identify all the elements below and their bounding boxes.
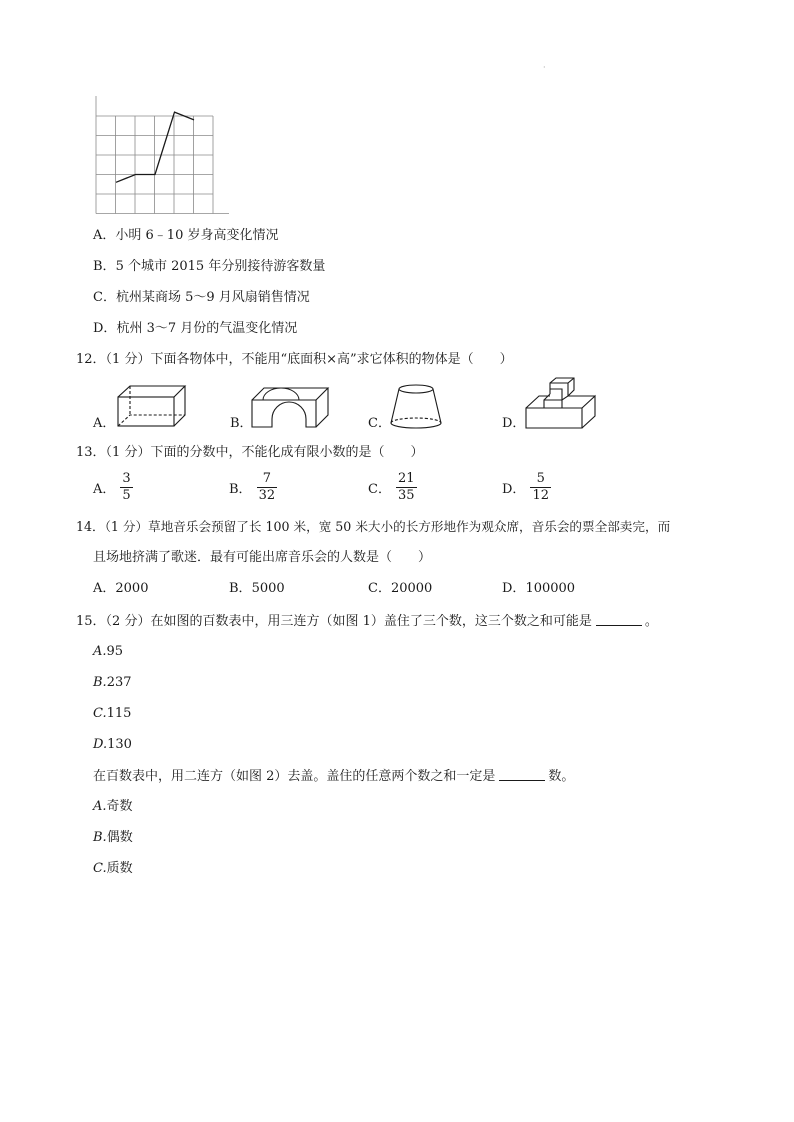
option-text: 杭州某商场 5～9 月风扇销售情况 bbox=[115, 290, 310, 305]
q15-stem-text: 15．（2 分）在如图的百数表中，用三连方（如图 1）盖住了三个数，这三个数之和可能是 bbox=[76, 614, 592, 629]
numerator: 3 bbox=[122, 471, 131, 486]
option-label: C． bbox=[368, 581, 391, 596]
q14-stem-line1: 14．（1 分）草地音乐会预留了长 100 米，宽 50 米大小的长方形地作为观众席，音乐会的票全部卖完，而 bbox=[76, 519, 671, 534]
option-label: B. bbox=[93, 830, 107, 845]
q11-option-b bbox=[93, 259, 325, 275]
q13-option-c bbox=[368, 472, 417, 503]
option-label: D． bbox=[93, 321, 117, 336]
q13-option-a bbox=[93, 472, 133, 503]
option-label: C. bbox=[93, 706, 107, 721]
q15-stem bbox=[76, 613, 658, 630]
option-text: 130 bbox=[107, 737, 132, 752]
option-label: D. bbox=[93, 737, 108, 752]
q12-option-c-label: C． bbox=[368, 416, 391, 431]
q14-option-d bbox=[502, 581, 575, 597]
numerator: 21 bbox=[397, 471, 415, 486]
option-text: 5000 bbox=[251, 581, 285, 596]
q12-option-d-label: D． bbox=[502, 416, 526, 431]
q15-option-d bbox=[93, 737, 132, 753]
option-text: 奇数 bbox=[106, 799, 133, 814]
series-line bbox=[116, 112, 194, 182]
fraction bbox=[120, 472, 132, 503]
q11-option-d bbox=[93, 321, 297, 337]
option-text: 质数 bbox=[106, 861, 133, 876]
answer-blank[interactable] bbox=[499, 768, 545, 781]
option-label: C. bbox=[93, 861, 107, 876]
option-text: 小明 6﹣10 岁身高变化情况 bbox=[115, 228, 279, 243]
option-text: 偶数 bbox=[106, 830, 133, 845]
option-text: 115 bbox=[106, 706, 132, 721]
line-chart bbox=[92, 96, 232, 221]
option-text: 100000 bbox=[525, 581, 576, 596]
q15-option-c bbox=[93, 706, 131, 722]
option-label: C． bbox=[93, 290, 116, 305]
q13-option-b-label: B． bbox=[229, 482, 252, 497]
q15-part2-end: 数。 bbox=[548, 769, 575, 784]
numerator: 7 bbox=[262, 471, 271, 486]
top-mark: · bbox=[543, 63, 546, 72]
fraction bbox=[530, 472, 551, 503]
q15-stem-end: 。 bbox=[644, 614, 658, 629]
denominator: 32 bbox=[258, 488, 276, 503]
q12-option-a-label: A． bbox=[93, 416, 116, 431]
option-label: B. bbox=[93, 675, 107, 690]
fraction bbox=[396, 472, 417, 503]
q15-part2-option-b bbox=[93, 830, 133, 846]
fraction bbox=[257, 472, 278, 503]
q14-option-c bbox=[368, 581, 432, 597]
q14-stem-line2: 且场地挤满了歌迷．最有可能出席音乐会的人数是（ ） bbox=[93, 550, 432, 565]
arch-block-icon bbox=[250, 385, 330, 431]
option-text: 杭州 3～7 月份的气温变化情况 bbox=[116, 321, 298, 336]
answer-blank[interactable] bbox=[596, 613, 642, 626]
option-label: B． bbox=[229, 581, 252, 596]
q13-stem: 13．（1 分）下面的分数中，不能化成有限小数的是（ ） bbox=[76, 445, 424, 460]
q14-option-b bbox=[229, 581, 285, 597]
cuboid-icon bbox=[116, 383, 188, 429]
option-text: 2000 bbox=[115, 581, 149, 596]
option-label: A. bbox=[93, 799, 107, 814]
q15-option-b bbox=[93, 675, 132, 691]
q15-part2-option-a bbox=[93, 799, 133, 815]
option-label: A． bbox=[93, 581, 116, 596]
q12-option-b-label: B． bbox=[230, 416, 253, 431]
option-label: A. bbox=[93, 644, 107, 659]
denominator: 5 bbox=[122, 488, 131, 503]
q11-option-c bbox=[93, 290, 310, 306]
q15-part2 bbox=[93, 768, 574, 785]
option-text: 95 bbox=[106, 644, 124, 659]
option-label: B． bbox=[93, 259, 116, 274]
option-text: 237 bbox=[106, 675, 132, 690]
q13-option-b bbox=[229, 472, 277, 503]
q13-option-c-label: C． bbox=[368, 482, 391, 497]
q14-option-a bbox=[93, 581, 148, 597]
q15-part2-text: 在百数表中，用二连方（如图 2）去盖。盖住的任意两个数之和一定是 bbox=[93, 769, 496, 784]
option-label: D． bbox=[502, 581, 526, 596]
q12-stem: 12．（1 分）下面各物体中，不能用“底面积×高”求它体积的物体是（ ） bbox=[76, 352, 513, 367]
option-label: A． bbox=[93, 228, 116, 243]
q15-part2-option-c bbox=[93, 861, 133, 877]
q13-option-d-label: D． bbox=[502, 482, 526, 497]
frustum-icon bbox=[388, 383, 444, 431]
option-text: 5 个城市 2015 年分别接待游客数量 bbox=[115, 259, 326, 274]
option-text: 20000 bbox=[390, 581, 433, 596]
numerator: 5 bbox=[536, 471, 545, 486]
step-block-icon bbox=[522, 378, 600, 430]
q11-option-a bbox=[93, 228, 278, 244]
q13-option-a-label: A． bbox=[93, 482, 116, 497]
q13-option-d bbox=[502, 472, 551, 503]
q15-option-a bbox=[93, 644, 123, 660]
denominator: 12 bbox=[532, 488, 549, 503]
denominator: 35 bbox=[397, 488, 415, 503]
